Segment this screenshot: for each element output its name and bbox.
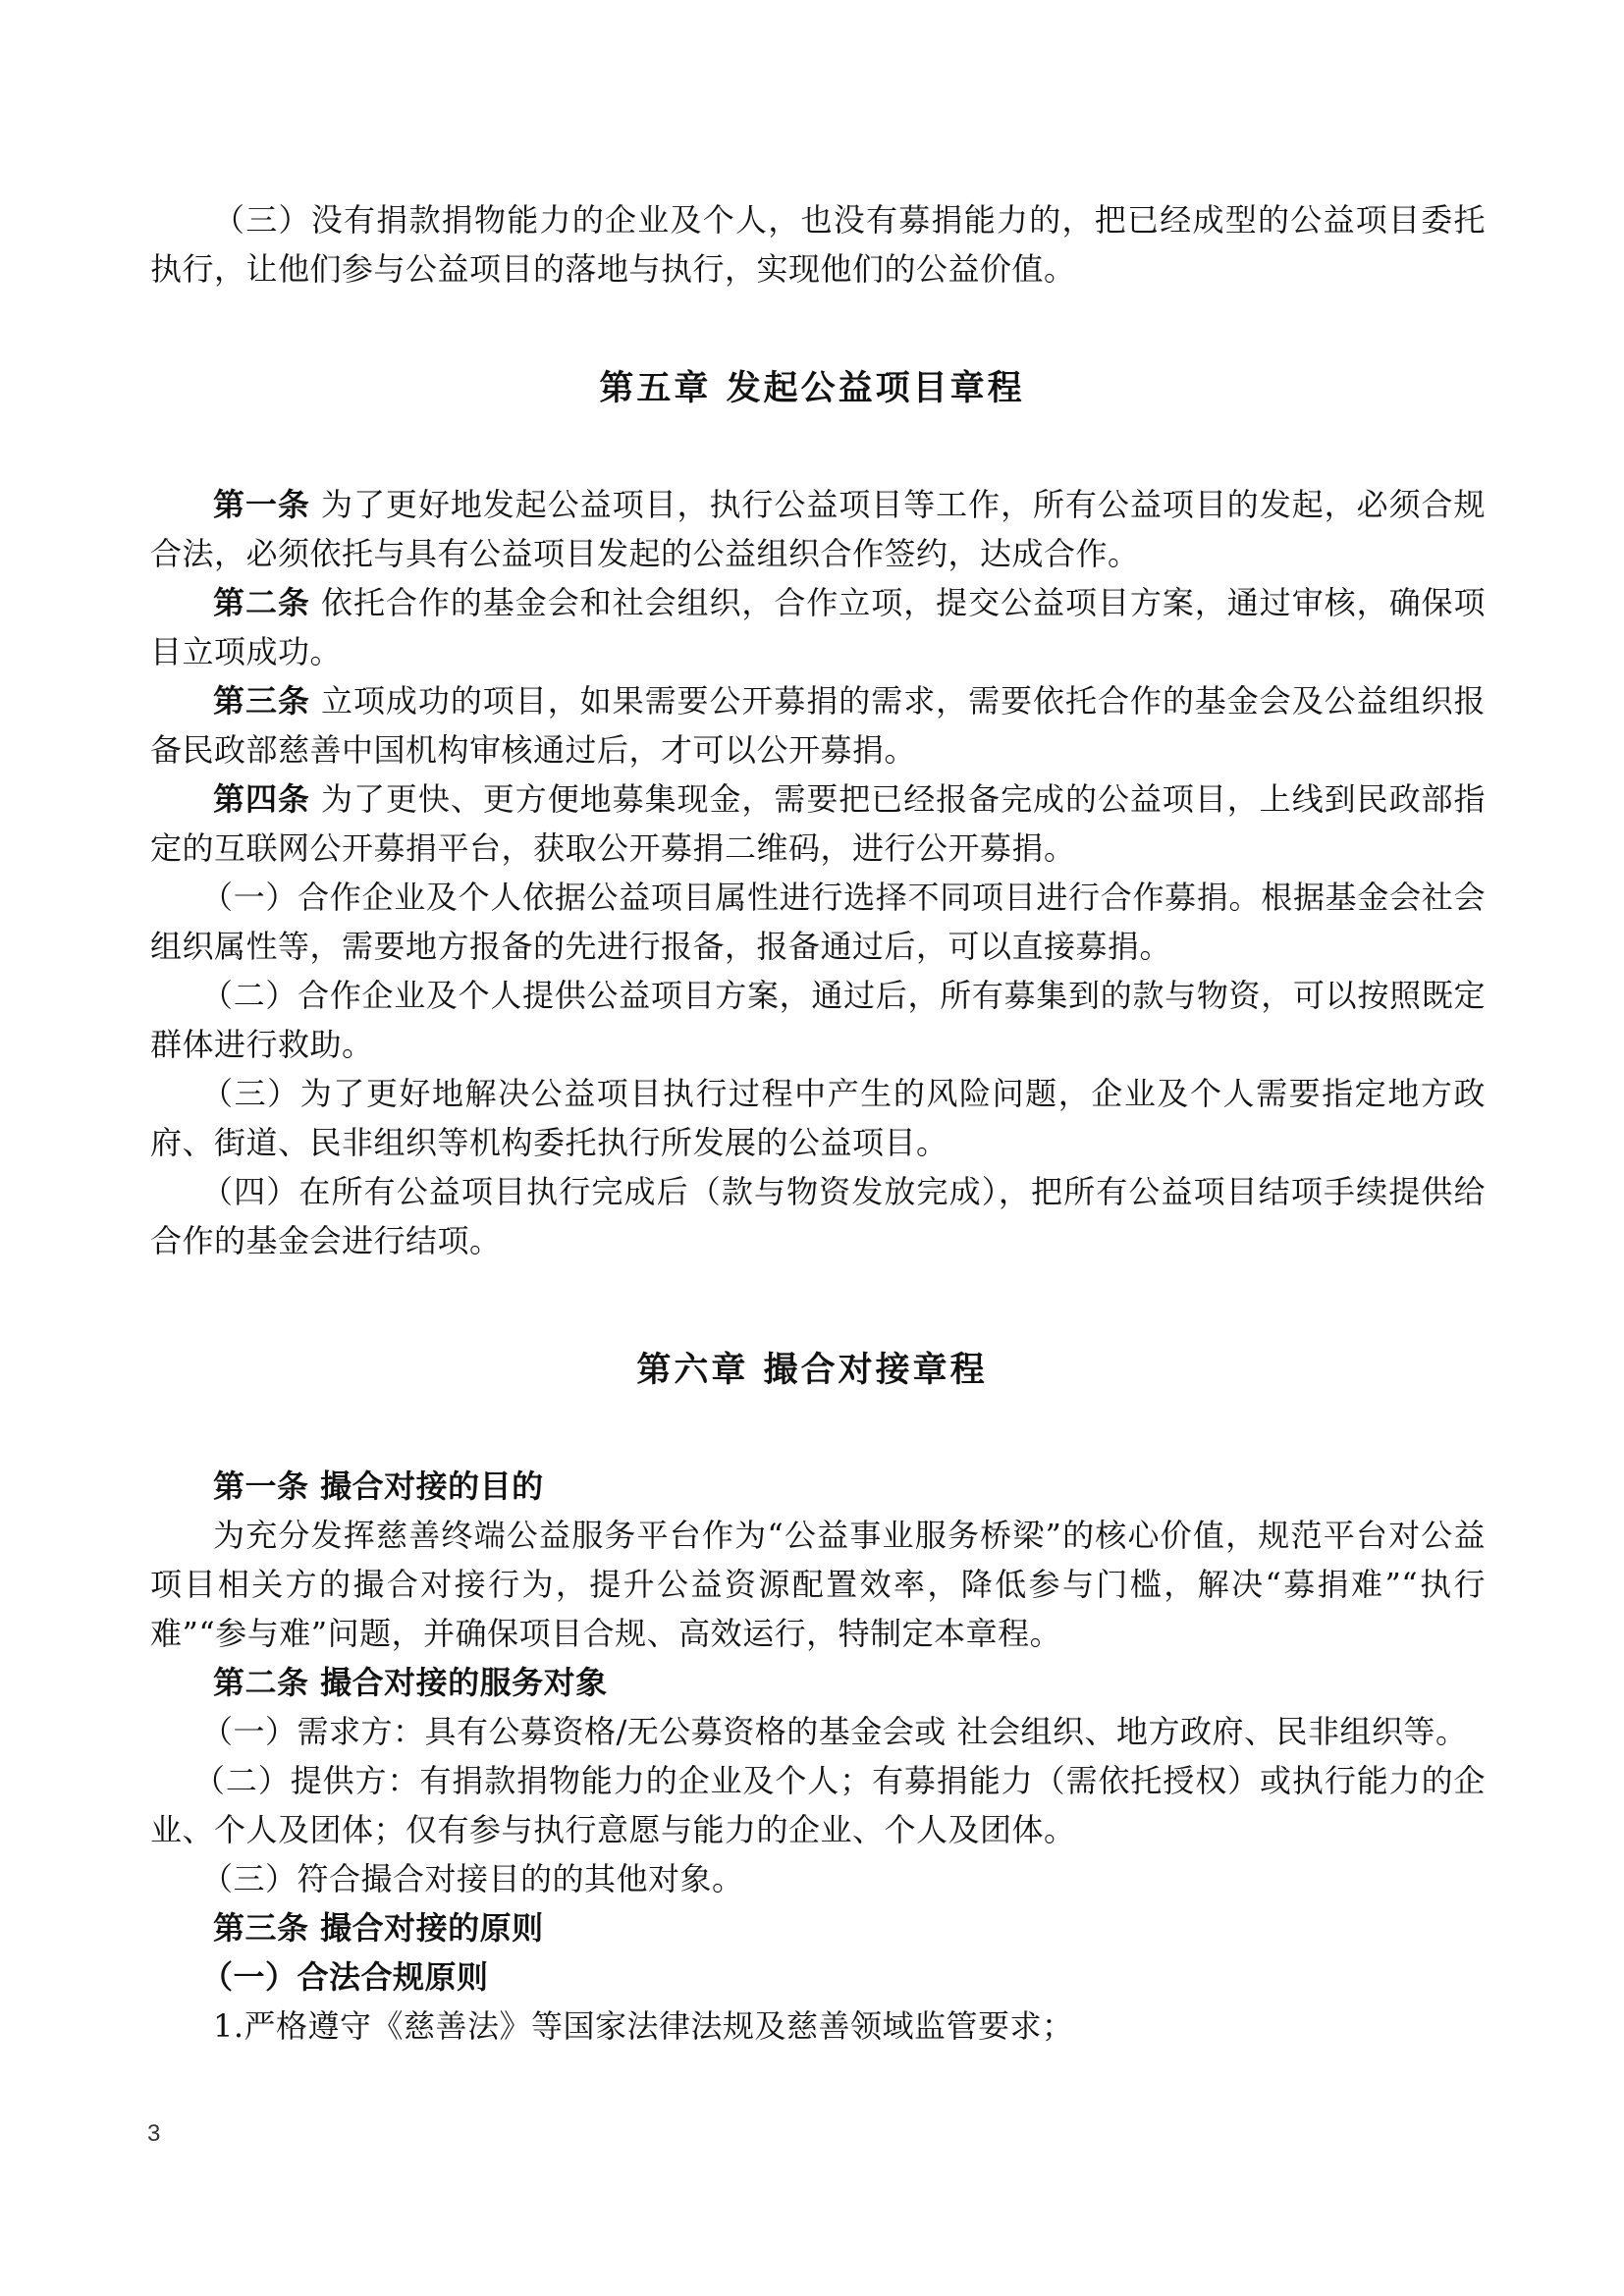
article-text: 依托合作的基金会和社会组织，合作立项，提交公益项目方案，通过审核，确保项目立项成功。 — [150, 584, 1486, 670]
article-text: 为了更快、更方便地募集现金，需要把已经报备完成的公益项目，上线到民政部指定的互联网公开募捐平台，获取公开募捐二维码，进行公开募捐。 — [150, 780, 1486, 867]
chapter-5-body — [150, 480, 1486, 1265]
chapter-6-clause-3: （三）符合撮合对接目的的其他对象。 — [201, 1860, 744, 1897]
chapter-5-title: 第五章 发起公益项目章程 — [599, 369, 1025, 408]
chapter-6-article-2-heading: 第二条 撮合对接的服务对象 — [213, 1664, 608, 1701]
chapter-5-clause-3: （三）为了更好地解决公益项目执行过程中产生的风险问题，企业及个人需要指定地方政府、街道、民非组织等机构委托执行所发展的公益项目。 — [150, 1075, 1486, 1161]
article-label: 第四条 — [213, 780, 310, 818]
page-number: 3 — [147, 2120, 161, 2147]
chapter-6-item-1: 1.严格遵守《慈善法》等国家法律法规及慈善领域监管要求； — [213, 2007, 1074, 2045]
chapter-5-article-3 — [150, 676, 1486, 774]
chapter-6-body — [150, 1462, 1486, 2051]
article-text: 立项成功的项目，如果需要公开募捐的需求，需要依托合作的基金会及公益组织报备民政部慈善中国机构审核通过后，才可以公开募捐。 — [150, 682, 1486, 769]
chapter-6-clause-1: （一）需求方：具有公募资格/无公募资格的基金会或 社会组织、地方政府、民非组织等。 — [201, 1713, 1468, 1750]
article-label: 第三条 — [213, 682, 310, 720]
chapter-6-title: 第六章 撮合对接章程 — [636, 1351, 988, 1390]
chapter-6-article-1-heading: 第一条 撮合对接的目的 — [213, 1468, 544, 1505]
chapter-5-clause-4: （四）在所有公益项目执行完成后（款与物资发放完成），把所有公益项目结项手续提供给合作的基金会进行结项。 — [150, 1173, 1486, 1259]
article-label: 第一条 — [213, 486, 310, 523]
intro-section — [150, 195, 1486, 294]
chapter-5-article-4 — [150, 774, 1486, 873]
chapter-6-subheading-1: （一）合法合规原则 — [201, 1958, 489, 1996]
chapter-5-article-2 — [150, 578, 1486, 676]
chapter-5-clause-1: （一）合作企业及个人依据公益项目属性进行选择不同项目进行合作募捐。根据基金会社会组织属性等，需要地方报备的先进行报备，报备通过后，可以直接募捐。 — [150, 879, 1486, 965]
chapter-6-article-1-text: 为充分发挥慈善终端公益服务平台作为“公益事业服务桥梁”的核心价值，规范平台对公益项目相关方的撮合对接行为，提升公益资源配置效率，降低参与门槛，解决“募捐难”“执行难”“参与难”问题，并确保项目合规、高效运行，特制定本章程。 — [150, 1517, 1486, 1652]
article-text: 为了更好地发起公益项目，执行公益项目等工作，所有公益项目的发起，必须合规合法，必须依托与具有公益项目发起的公益组织合作签约，达成合作。 — [150, 486, 1486, 572]
chapter-5-article-1 — [150, 480, 1486, 578]
chapter-6-clause-2: （二）提供方：有捐款捐物能力的企业及个人；有募捐能力（需依托授权）或执行能力的企业、个人及团体；仅有参与执行意愿与能力的企业、个人及团体。 — [150, 1762, 1486, 1848]
chapter-6-article-3-heading: 第三条 撮合对接的原则 — [213, 1909, 544, 1947]
article-label: 第二条 — [213, 584, 310, 621]
intro-paragraph: （三）没有捐款捐物能力的企业及个人，也没有募捐能力的，把已经成型的公益项目委托执行，让他们参与公益项目的落地与执行，实现他们的公益价值。 — [150, 201, 1486, 288]
chapter-5-clause-2: （二）合作企业及个人提供公益项目方案，通过后，所有募集到的款与物资，可以按照既定群体进行救助。 — [150, 977, 1486, 1063]
